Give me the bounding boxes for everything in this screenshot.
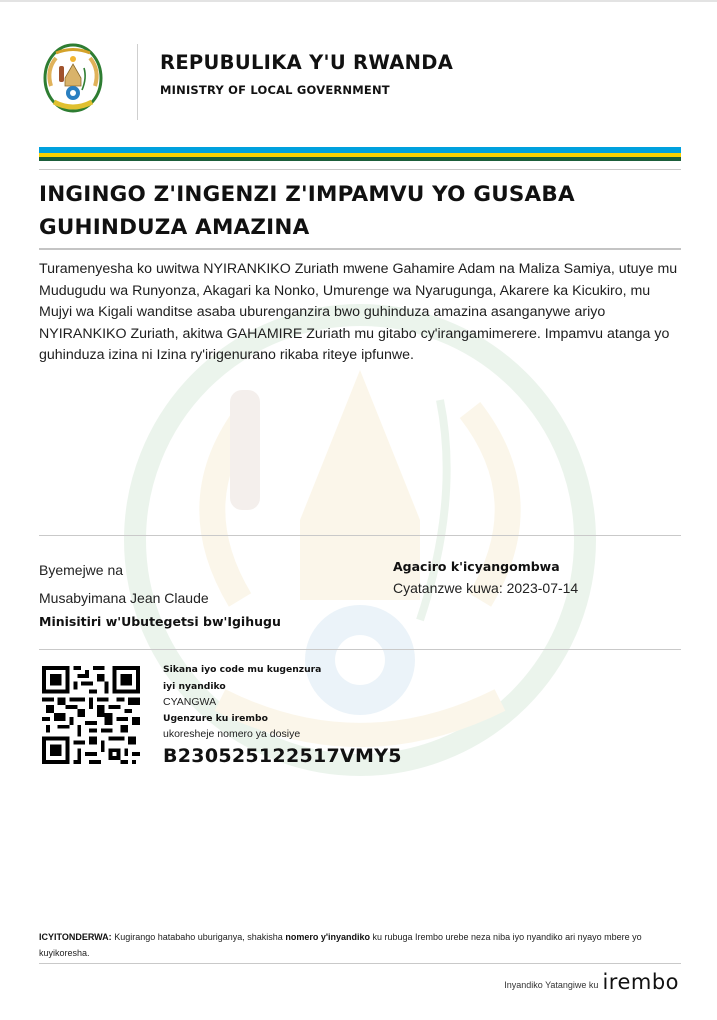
ministry-name: MINISTRY OF LOCAL GOVERNMENT: [160, 83, 390, 97]
verify-on-irembo-label: Ugenzure ku irembo: [163, 713, 268, 724]
flag-stripe-green: [39, 157, 681, 161]
document-title: INGINGO Z'INGENZI Z'IMPAMVU YO GUSABA GUHINDUZA AMAZINA: [39, 182, 575, 240]
approver-name: Musabyimana Jean Claude: [39, 590, 209, 606]
country-name: REPUBULIKA Y'U RWANDA: [160, 51, 454, 74]
verification-block: [163, 661, 402, 768]
note-text-part2: ku rubuga Irembo urebe neza niba iyo nyandiko ari nyayo mbere yo kuyikoresha.: [39, 932, 642, 958]
or-label: CYANGWA: [163, 696, 217, 708]
approver-role: Minisitiri w'Ubutegetsi bw'Igihugu: [39, 614, 281, 629]
file-number: B230525122517VMY5: [163, 745, 402, 767]
title-rule: [39, 248, 681, 250]
scan-instruction-line1: Sikana iyo code mu kugenzura: [163, 664, 322, 675]
using-file-number-label: ukoresheje nomero ya dosiye: [163, 728, 301, 740]
issued-date: Cyatanzwe kuwa: 2023-07-14: [393, 580, 579, 596]
credit-text: Inyandiko Yatangiwe ku: [504, 980, 599, 990]
qr-code-icon[interactable]: [42, 666, 140, 764]
irembo-logo-icon: irembo: [602, 970, 679, 994]
note-text-part1: Kugirango hatabaho uburiganya, shakisha: [111, 932, 286, 942]
approval-block: [39, 560, 281, 629]
signature-top-rule: [39, 535, 681, 536]
header-rule: [39, 169, 681, 170]
note-document-number-emphasis: nomero y'inyandiko: [285, 932, 370, 942]
validity-label: Agaciro k'icyangombwa: [393, 559, 560, 574]
note-label: ICYITONDERWA:: [39, 932, 112, 942]
rwanda-coat-of-arms-icon: [42, 42, 104, 118]
top-edge-strip: [0, 0, 717, 2]
warning-note: [39, 929, 684, 961]
scan-instruction-line2: iyi nyandiko: [163, 681, 226, 692]
document-body: Turamenyesha ko uwitwa NYIRANKIKO Zuriath mwene Gahamire Adam na Maliza Samiya, utuye mu Mudugudu wa Runyonza, Akagari ka Nonko, Umurenge wa Nyarugunga, Akarere ka Kicukiro, mu Mujyi wa Kigali wanditse asaba uburenganzira bwo guhinduza amazina asanganywe ariyo NYIRANKIKO Zuriath, akitwa GAHAMIRE Zuriath mu gitabo cy'irangamimerere. Impamvu atanga yo guhinduza izina ni Izina ry'irigenurano rikaba riteye ipfunwe.: [39, 261, 678, 364]
header-divider: [137, 44, 138, 120]
approved-by-label: Byemejwe na: [39, 562, 124, 578]
footer-rule: [39, 963, 681, 964]
validity-block: [393, 559, 578, 598]
national-flag-stripes: [39, 147, 681, 161]
signature-bottom-rule: [39, 649, 681, 650]
issued-by-credit: [504, 972, 679, 992]
